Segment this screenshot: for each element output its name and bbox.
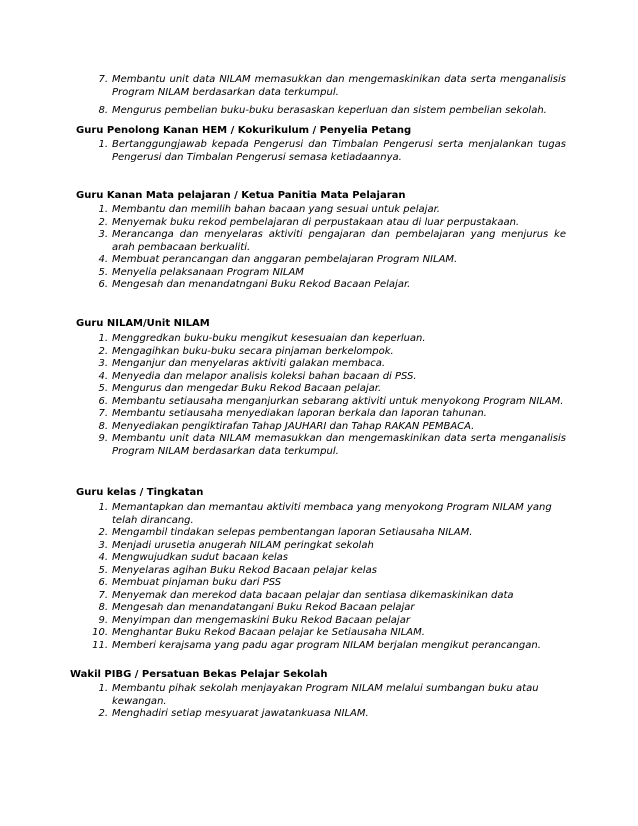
- list-item: [76, 527, 566, 540]
- item-text: Memberi kerajsama yang padu agar program NILAM berjalan mengikut perancangan.: [112, 639, 541, 651]
- list-item: [76, 552, 566, 565]
- item-number: 10.: [92, 627, 108, 638]
- item-text: Mengesah dan menandatngani Buku Rekod Bacaan Pelajar.: [112, 279, 411, 290]
- item-text: Membuat perancangan dan anggaran pembelajaran Program NILAM.: [112, 254, 458, 265]
- section-penolong-kanan: [76, 125, 566, 164]
- item-number: 4.: [98, 370, 108, 382]
- list-item: [76, 590, 566, 603]
- section-wakil-pibg: [70, 669, 566, 721]
- item-number: 1.: [98, 683, 108, 694]
- item-number: 2.: [98, 527, 108, 538]
- list-item: [76, 333, 566, 346]
- list-item: [76, 565, 566, 578]
- item-text: Menghantar Buku Rekod Bacaan pelajar ke Setiausaha NILAM.: [112, 627, 425, 638]
- item-number: 3.: [98, 229, 108, 240]
- list-item: [76, 229, 566, 254]
- item-text: Memantapkan dan memantau aktiviti membaca yang menyokong Program NILAM yang telah dirancang.: [112, 502, 552, 526]
- item-text: Membantu setiausaha menyediakan laporan berkala dan laporan tahunan.: [112, 408, 487, 419]
- item-number: 8.: [98, 602, 108, 613]
- list-item: [76, 708, 566, 721]
- item-number: 1.: [98, 333, 108, 344]
- list-item: [76, 421, 566, 434]
- list-item: [76, 502, 566, 527]
- item-text: Membuat pinjaman buku dari PSS: [112, 577, 282, 588]
- item-text: Menggredkan buku-buku mengikut kesesuaian dan keperluan.: [112, 333, 426, 344]
- section-heading: Wakil PIBG / Persatuan Bekas Pelajar Sekolah: [70, 669, 328, 680]
- section-heading: Guru Penolong Kanan HEM / Kokurikulum / Penyelia Petang: [76, 125, 412, 136]
- list-item: [76, 602, 566, 615]
- item-text: Membantu pihak sekolah menjayakan Program NILAM melalui sumbangan buku atau kewangan.: [112, 683, 539, 707]
- item-number: 6.: [98, 395, 108, 407]
- list-item: [76, 408, 566, 421]
- duty-list: [76, 139, 566, 164]
- item-number: 8.: [98, 105, 108, 116]
- item-number: 5.: [98, 266, 108, 278]
- section-guru-nilam: [76, 318, 566, 458]
- list-item: [76, 346, 566, 359]
- item-text: Menyedia dan melapor analisis koleksi bahan bacaan di PSS.: [112, 370, 417, 382]
- section-heading: Guru kelas / Tingkatan: [76, 487, 204, 498]
- item-text: Menyimpan dan mengemaskini Buku Rekod Bacaan pelajar: [112, 614, 410, 626]
- section-heading: Guru NILAM/Unit NILAM: [76, 318, 210, 329]
- item-number: 3.: [98, 539, 108, 551]
- list-item: [76, 640, 566, 653]
- continued-list-section: [76, 74, 566, 118]
- list-item: [76, 105, 566, 118]
- item-number: 9.: [98, 433, 108, 444]
- list-item: [76, 433, 566, 458]
- section-guru-kelas: [76, 487, 566, 652]
- item-number: 4.: [98, 552, 108, 563]
- list-item: [76, 279, 566, 292]
- item-number: 1.: [98, 204, 108, 215]
- list-item: [76, 540, 566, 553]
- item-text: Mengwujudkan sudut bacaan kelas: [112, 552, 289, 563]
- list-item: [76, 383, 566, 396]
- list-item: [76, 577, 566, 590]
- item-text: Menghadiri setiap mesyuarat jawatankuasa NILAM.: [112, 708, 369, 719]
- item-text: Membantu unit data NILAM memasukkan dan mengemaskinikan data serta menganalisis Program NILAM berdasarkan data terkumpul.: [112, 433, 566, 457]
- item-text: Mengurus pembelian buku-buku berasaskan keperluan dan sistem pembelian sekolah.: [112, 105, 547, 116]
- list-item: [76, 254, 566, 267]
- item-number: 2.: [98, 708, 108, 719]
- list-item: [76, 358, 566, 371]
- duty-list: [76, 333, 566, 458]
- list-item: [76, 139, 566, 164]
- item-number: 11.: [92, 639, 108, 651]
- item-number: 2.: [98, 345, 108, 357]
- list-item: [76, 204, 566, 217]
- item-number: 7.: [98, 589, 108, 601]
- item-text: Membantu dan memilih bahan bacaan yang sesuai untuk pelajar.: [112, 204, 440, 215]
- section-heading: Guru Kanan Mata pelajaran / Ketua Panitia Mata Pelajaran: [76, 190, 406, 201]
- item-text: Menyemak dan merekod data bacaan pelajar dan sentiasa dikemaskinikan data: [112, 589, 514, 601]
- item-number: 1.: [98, 139, 108, 150]
- item-text: Bertanggungjawab kepada Pengerusi dan Timbalan Pengerusi serta menjalankan tugas Pengerusi dan Timbalan Pengerusi semasa ketiadaannya.: [112, 139, 566, 163]
- item-text: Merancanga dan menyelaras aktiviti pengajaran dan pembelajaran yang menjurus ke arah pembacaan berkualiti.: [112, 229, 566, 253]
- item-number: 6.: [98, 279, 108, 290]
- item-text: Menjadi urusetia anugerah NILAM peringkat sekolah: [112, 539, 374, 551]
- item-text: Menyelia pelaksanaan Program NILAM: [112, 266, 304, 278]
- duty-list: [76, 502, 566, 652]
- list-item: [76, 74, 566, 99]
- item-number: 5.: [98, 564, 108, 576]
- section-guru-kanan: [76, 190, 566, 292]
- list-item: [76, 217, 566, 230]
- item-text: Mengurus dan mengedar Buku Rekod Bacaan pelajar.: [112, 383, 382, 394]
- item-number: 3.: [98, 358, 108, 369]
- list-item: [76, 615, 566, 628]
- item-text: Membantu unit data NILAM memasukkan dan mengemaskinikan data serta menganalisis Program NILAM berdasarkan data terkumpul.: [112, 74, 566, 98]
- item-text: Menyelaras agihan Buku Rekod Bacaan pelajar kelas: [112, 564, 377, 576]
- list-item: [76, 267, 566, 280]
- list-item: [76, 683, 566, 708]
- item-text: Mengagihkan buku-buku secara pinjaman berkelompok.: [112, 345, 394, 357]
- item-number: 6.: [98, 577, 108, 588]
- item-text: Mengesah dan menandatangani Buku Rekod Bacaan pelajar: [112, 602, 415, 613]
- item-number: 2.: [98, 216, 108, 228]
- item-number: 5.: [98, 383, 108, 394]
- item-text: Mengambil tindakan selepas pembentangan laporan Setiausaha NILAM.: [112, 527, 473, 538]
- continued-list: [76, 74, 566, 118]
- item-number: 7.: [98, 74, 108, 85]
- item-number: 9.: [98, 614, 108, 626]
- duty-list: [76, 204, 566, 292]
- item-number: 7.: [98, 408, 108, 419]
- item-number: 1.: [98, 502, 108, 513]
- item-number: 4.: [98, 254, 108, 265]
- item-text: Membantu setiausaha menganjurkan sebarang aktiviti untuk menyokong Program NILAM.: [112, 395, 564, 407]
- list-item: [76, 396, 566, 409]
- item-text: Menganjur dan menyelaras aktiviti galakan membaca.: [112, 358, 386, 369]
- duty-list: [76, 683, 566, 721]
- list-item: [76, 627, 566, 640]
- item-text: Menyediakan pengiktirafan Tahap JAUHARI dan Tahap RAKAN PEMBACA.: [112, 420, 475, 432]
- item-number: 8.: [98, 420, 108, 432]
- item-text: Menyemak buku rekod pembelajaran di perpustakaan atau di luar perpustakaan.: [112, 216, 520, 228]
- list-item: [76, 371, 566, 384]
